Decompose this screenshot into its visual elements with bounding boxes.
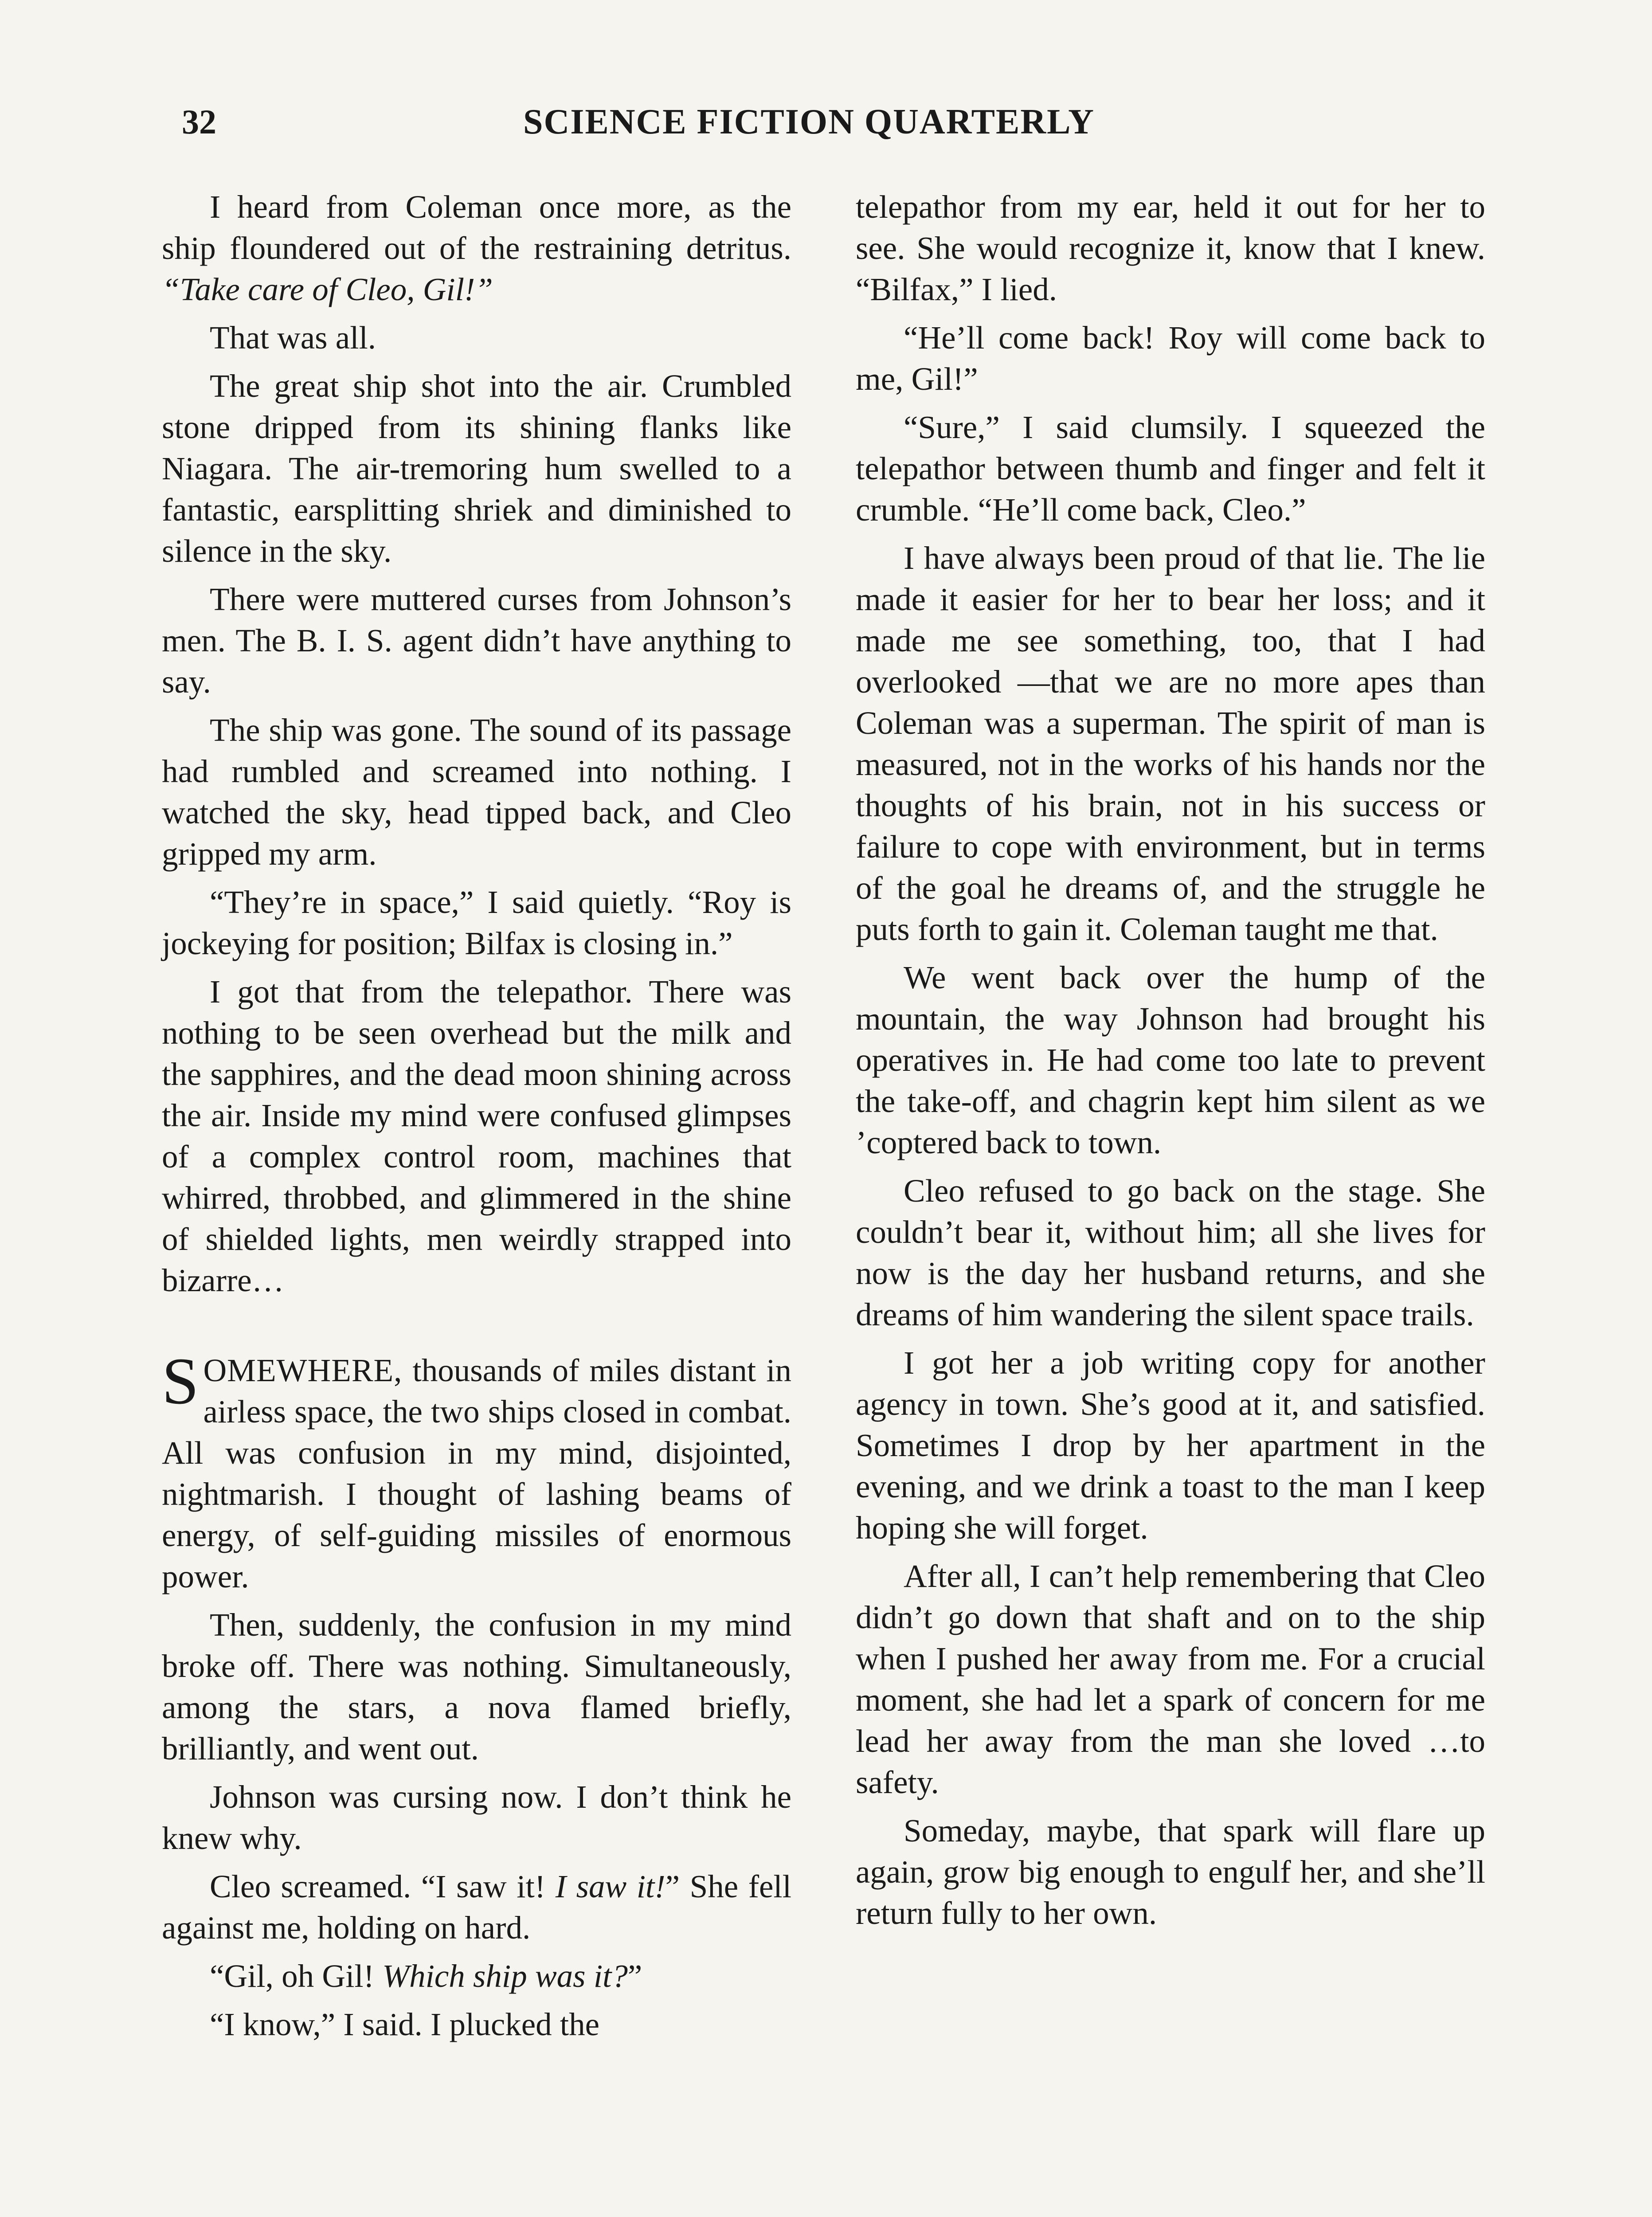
paragraph-text: thousands of miles distant in airless space, the two ships closed in combat. All was confusion in my mind, disjointed, nightmarish. I thought of lashing beams of energy, of self-guiding missiles of enormous power.: [162, 1352, 791, 1594]
paragraph-text: ” She fell against me, holding on hard.: [162, 1868, 791, 1946]
paragraph-text: “Gil, oh Gil!: [210, 1958, 383, 1994]
paragraph: “He’ll come back! Roy will come back to me, Gil!”: [856, 320, 1485, 397]
paragraph-text: I heard from Coleman once more, as the ship floundered out of the restraining detritus.: [162, 189, 791, 266]
paragraph: We went back over the hump of the mountain, the way Johnson had brought his operatives in. He had come too late to prevent the take-off, and chagrin kept him silent as we ’coptered back to town.: [856, 960, 1485, 1160]
paragraph: I got that from the telepathor. There was nothing to be seen overhead but the milk and the sapphires, and the dead moon shining across the air. Inside my mind were confused glimpses of a complex control room, machines that whirred, throbbed, and glimmered in the shine of shielded lights, men weirdly strapped into bizarre…: [162, 974, 791, 1298]
paragraph: I have always been proud of that lie. The lie made it easier for her to bear her loss; and it made me see something, too, that I had overlooked —that we are no more apes than Coleman was a superman. The spirit of man is measured, not in the works of his hands nor the thoughts of his brain, not in his success or failure to cope with environment, but in terms of the goal he dreams of, and the struggle he puts forth to gain it. Coleman taught me that.: [856, 540, 1485, 947]
paragraph: That was all.: [210, 320, 376, 356]
small-caps-lead: OMEWHERE,: [203, 1352, 403, 1388]
paragraph-text: Cleo screamed. “I saw it!: [210, 1868, 556, 1904]
running-head: SCIENCE FICTION QUARTERLY: [523, 102, 1095, 141]
paragraph-text: ”: [627, 1958, 642, 1994]
paragraph: The ship was gone. The sound of its passage had rumbled and screamed into nothing. I watched the sky, head tipped back, and Cleo gripped my arm.: [162, 712, 791, 872]
paragraph: The great ship shot into the air. Crumbled stone dripped from its shining flanks like Niagara. The air-tremoring hum swelled to a fantastic, earsplitting shriek and diminished to silence in the sky.: [162, 368, 791, 569]
paragraph: Cleo refused to go back on the stage. She couldn’t bear it, without him; all she lives for now is the day her husband returns, and she dreams of him wandering the silent space trails.: [856, 1173, 1485, 1332]
paragraph: “Sure,” I said clumsily. I squeezed the telepathor between thumb and finger and felt it crumble. “He’ll come back, Cleo.”: [856, 409, 1485, 528]
section-break-paragraph: [162, 1344, 791, 1597]
italic-quote: “Take care of Cleo, Gil!”: [162, 271, 493, 307]
paragraph: telepathor from my ear, held it out for her to see. She would recognize it, know that I knew. “Bilfax,” I lied.: [856, 189, 1485, 307]
paragraph: Someday, maybe, that spark will flare up again, grow big enough to engulf her, and she’ll return fully to her own.: [856, 1813, 1485, 1931]
paragraph: [162, 186, 791, 310]
paragraph: “I know,” I said. I plucked the: [210, 2006, 600, 2042]
right-column: [856, 186, 1485, 1941]
left-column: [162, 186, 791, 2052]
paragraph: There were muttered curses from Johnson’s men. The B. I. S. agent didn’t have anything to say.: [162, 581, 791, 700]
paragraph: Then, suddenly, the confusion in my mind broke off. There was nothing. Simultaneously, among the stars, a nova flamed briefly, brilliantly, and went out.: [162, 1607, 791, 1767]
paragraph: [162, 1955, 791, 1997]
paragraph: I got her a job writing copy for another agency in town. She’s good at it, and satisfied. Sometimes I drop by her apartment in the evening, and we drink a toast to the man I keep hoping she will forget.: [856, 1345, 1485, 1546]
paragraph: After all, I can’t help remembering that Cleo didn’t go down that shaft and on to the ship when I pushed her away from me. For a crucial moment, she had let a spark of concern for me lead her away from the man she loved …to safety.: [856, 1558, 1485, 1800]
italic-quote: Which ship was it?: [382, 1958, 628, 1994]
paragraph: Johnson was cursing now. I don’t think he knew why.: [162, 1779, 791, 1856]
italic-quote: I saw it!: [555, 1868, 665, 1904]
paragraph: “They’re in space,” I said quietly. “Roy is jockeying for position; Bilfax is closing in.”: [162, 884, 791, 961]
page-number: 32: [182, 102, 216, 141]
paragraph: [162, 1866, 791, 1948]
drop-cap: S: [162, 1344, 199, 1418]
